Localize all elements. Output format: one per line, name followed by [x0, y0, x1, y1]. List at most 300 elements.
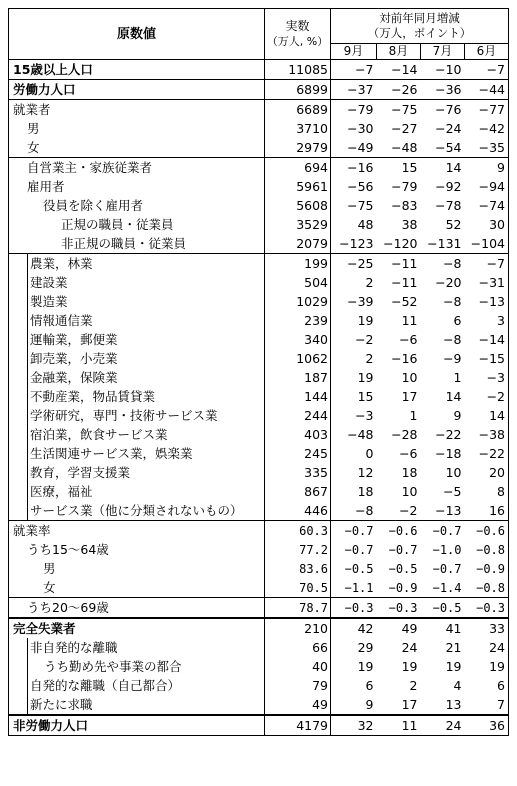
row-change-month-3: 24 [421, 715, 465, 736]
row-change-month-2: −0.9 [388, 580, 418, 595]
row-change-month-2: −6 [399, 445, 418, 461]
row-label-cell [9, 60, 265, 80]
row-change-month-4: −35 [465, 138, 509, 158]
row-label-cell [9, 177, 265, 196]
row-change-month-2: −52 [391, 293, 418, 309]
row-change-month-3: 13 [445, 696, 462, 712]
row-change-month-3: −0.7 [432, 561, 462, 576]
row-change-month-2: 49 [377, 618, 421, 638]
row-change-month-3: −20 [435, 274, 462, 290]
row-change-month-1: 9 [365, 696, 374, 712]
row-actual-value: 83.6 [265, 559, 331, 578]
row-change-month-4: 6 [465, 676, 509, 695]
table-row [9, 695, 509, 715]
row-change-month-1: 42 [331, 618, 377, 638]
row-actual-value: 4179 [265, 715, 331, 736]
header-month-1: 9月 [331, 44, 377, 60]
row-label: 完全失業者 [13, 620, 76, 636]
row-change-month-3: −24 [435, 120, 462, 136]
row-change-month-1: 32 [331, 715, 377, 736]
row-change-month-3: −131 [427, 235, 462, 251]
row-label: 男 [27, 120, 40, 136]
row-change-month-1: 2 [365, 274, 374, 290]
row-change-month-4: −0.3 [465, 598, 509, 619]
row-label: 情報通信業 [30, 312, 93, 328]
row-change-month-3: −0.7 [421, 521, 465, 541]
row-change-month-3: −1.4 [432, 580, 462, 595]
row-change-month-1: −2 [355, 331, 374, 347]
row-label-cell [9, 482, 265, 501]
table-row [9, 138, 509, 158]
table-row [9, 559, 509, 578]
row-change-month-2: −11 [391, 274, 418, 290]
row-change-month-1: −8 [355, 502, 374, 518]
row-change-month-1: 19 [357, 312, 374, 328]
row-actual-value: 504 [265, 273, 331, 292]
table-row [9, 368, 509, 387]
row-change-month-1: −48 [347, 426, 374, 442]
row-label-cell [9, 444, 265, 463]
row-change-month-1: −7 [331, 60, 377, 80]
row-change-month-4: −7 [465, 60, 509, 80]
row-label: うち勤め先や事業の都合 [44, 658, 182, 674]
table-row [9, 177, 509, 196]
table-row [9, 676, 509, 695]
row-change-month-4: −104 [465, 234, 509, 254]
table-row [9, 425, 509, 444]
group-bracket [9, 638, 28, 657]
row-change-month-2: −0.7 [388, 542, 418, 557]
table-row [9, 578, 509, 598]
row-change-month-3: 41 [421, 618, 465, 638]
table-row [9, 501, 509, 521]
row-change-month-1: −39 [347, 293, 374, 309]
row-label: 女 [43, 579, 56, 595]
row-actual-value: 239 [265, 311, 331, 330]
group-bracket [9, 368, 28, 387]
row-label: 自営業主・家族従業者 [27, 159, 153, 175]
row-actual-value: 867 [265, 482, 331, 501]
row-change-month-4: −44 [465, 80, 509, 100]
row-label: 製造業 [30, 293, 68, 309]
row-label-cell [9, 618, 265, 638]
header-change-cell [331, 9, 509, 44]
row-label-cell [9, 138, 265, 158]
row-change-month-3: −92 [435, 178, 462, 194]
group-bracket [9, 406, 28, 425]
row-label: 卸売業，小売業 [30, 350, 118, 366]
row-change-month-4: 30 [465, 215, 509, 234]
row-change-month-4: 20 [465, 463, 509, 482]
table-row [9, 196, 509, 215]
row-label-cell [9, 540, 265, 559]
row-change-month-3: 1 [453, 369, 462, 385]
row-change-month-2: −28 [391, 426, 418, 442]
row-label-cell [9, 254, 265, 274]
row-change-month-2: −6 [399, 331, 418, 347]
table-row [9, 311, 509, 330]
row-change-month-4: −2 [465, 387, 509, 406]
group-bracket [9, 387, 28, 406]
row-change-month-2: 15 [377, 158, 421, 178]
row-label: 医療，福祉 [30, 483, 93, 499]
row-change-month-1: −37 [331, 80, 377, 100]
row-actual-value: 245 [265, 444, 331, 463]
row-actual-value: 79 [265, 676, 331, 695]
row-label-cell [9, 425, 265, 444]
table-row [9, 292, 509, 311]
row-change-month-1: −0.3 [331, 598, 377, 619]
row-change-month-1: 48 [357, 216, 374, 232]
row-change-month-3: −0.5 [421, 598, 465, 619]
row-change-month-2: 11 [377, 715, 421, 736]
row-change-month-2: −2 [399, 502, 418, 518]
row-label-cell [9, 330, 265, 349]
row-label: 女 [27, 139, 40, 155]
row-change-month-1: 2 [365, 350, 374, 366]
row-change-month-2: 17 [401, 696, 418, 712]
row-label: 宿泊業，飲食サービス業 [30, 426, 168, 442]
row-label: 男 [43, 560, 56, 576]
row-actual-value: 187 [265, 368, 331, 387]
group-bracket [9, 482, 28, 501]
row-change-month-4: −14 [465, 330, 509, 349]
table-row [9, 254, 509, 274]
row-change-month-4: −3 [465, 368, 509, 387]
row-label: 不動産業，物品賃貸業 [30, 388, 156, 404]
row-label: 建設業 [30, 274, 68, 290]
row-change-month-2: −0.5 [388, 561, 418, 576]
row-label-cell [9, 695, 265, 715]
labor-force-table-container [8, 8, 508, 778]
row-actual-value: 2079 [265, 234, 331, 254]
table-row [9, 618, 509, 638]
row-change-month-2: 11 [401, 312, 418, 328]
row-change-month-2: 2 [409, 677, 418, 693]
group-bracket [9, 657, 28, 676]
row-change-month-4: −74 [465, 196, 509, 215]
row-label: 運輸業，郵便業 [30, 331, 118, 347]
row-change-month-3: 4 [453, 677, 462, 693]
row-change-month-2: −83 [391, 197, 418, 213]
table-row [9, 60, 509, 80]
row-change-month-3: −22 [435, 426, 462, 442]
row-label-cell [9, 100, 265, 120]
row-label-cell [9, 196, 265, 215]
row-actual-value: 70.5 [265, 578, 331, 598]
table-row [9, 215, 509, 234]
row-actual-value: 694 [265, 158, 331, 178]
row-label-cell [9, 657, 265, 676]
row-change-month-4: 36 [465, 715, 509, 736]
row-change-month-2: 19 [401, 658, 418, 674]
row-label-cell [9, 638, 265, 657]
table-row [9, 119, 509, 138]
row-label: 金融業，保険業 [30, 369, 118, 385]
row-change-month-1: 0 [365, 445, 374, 461]
row-label: 非正規の職員・従業員 [61, 235, 187, 251]
labor-force-table [8, 8, 509, 736]
row-change-month-4: −7 [465, 254, 509, 274]
row-change-month-3: −5 [443, 483, 462, 499]
row-change-month-1: 29 [357, 639, 374, 655]
row-label-cell [9, 463, 265, 482]
row-change-month-3: −10 [421, 60, 465, 80]
row-change-month-4: 33 [465, 618, 509, 638]
table-row [9, 463, 509, 482]
row-change-month-4: −42 [465, 119, 509, 138]
row-label-cell [9, 368, 265, 387]
row-label: 労働力人口 [13, 81, 76, 97]
row-change-month-3: 52 [445, 216, 462, 232]
row-actual-value: 403 [265, 425, 331, 444]
row-change-month-1: −0.7 [331, 521, 377, 541]
group-bracket [9, 273, 28, 292]
row-label: 生活関連サービス業，娯楽業 [30, 445, 193, 461]
table-row [9, 540, 509, 559]
row-change-month-4: 19 [465, 657, 509, 676]
row-change-month-4: −22 [465, 444, 509, 463]
row-change-month-4: −31 [465, 273, 509, 292]
group-bracket [9, 425, 28, 444]
row-label: 教育，学習支援業 [30, 464, 131, 480]
row-label-cell [9, 80, 265, 100]
row-label: 自発的な離職（自己都合） [30, 677, 181, 693]
row-actual-value: 244 [265, 406, 331, 425]
row-change-month-3: −9 [443, 350, 462, 366]
group-bracket [9, 676, 28, 695]
row-change-month-3: 14 [421, 158, 465, 178]
row-change-month-3: −1.0 [432, 542, 462, 557]
row-actual-value: 60.3 [265, 521, 331, 541]
row-label-cell [9, 598, 265, 619]
table-row [9, 234, 509, 254]
row-change-month-1: −0.5 [344, 561, 374, 576]
row-label-cell [9, 715, 265, 736]
row-change-month-1: −56 [347, 178, 374, 194]
header-actual-cell [265, 9, 331, 60]
row-change-month-2: 17 [401, 388, 418, 404]
row-actual-value: 6899 [265, 80, 331, 100]
row-change-month-3: −18 [435, 445, 462, 461]
row-actual-value: 335 [265, 463, 331, 482]
group-bracket [9, 501, 28, 520]
row-change-month-3: −54 [435, 139, 462, 155]
row-label-cell [9, 273, 265, 292]
row-actual-value: 3529 [265, 215, 331, 234]
row-change-month-2: −14 [377, 60, 421, 80]
row-change-month-3: 6 [453, 312, 462, 328]
row-change-month-2: 24 [401, 639, 418, 655]
header-actual-unit: （万人, %） [266, 35, 329, 48]
row-label-cell [9, 234, 265, 254]
row-actual-value: 2979 [265, 138, 331, 158]
row-change-month-3: −76 [421, 100, 465, 120]
header-change-unit: （万人，ポイント） [367, 26, 472, 40]
row-change-month-1: −30 [347, 120, 374, 136]
row-label-cell [9, 349, 265, 368]
row-change-month-4: 9 [465, 158, 509, 178]
row-actual-value: 6689 [265, 100, 331, 120]
row-label: 非労働力人口 [13, 717, 89, 733]
row-label: うち20～69歳 [27, 599, 109, 615]
table-row [9, 657, 509, 676]
row-change-month-1: −0.7 [344, 542, 374, 557]
row-actual-value: 77.2 [265, 540, 331, 559]
row-label: 農業，林業 [30, 255, 93, 271]
row-label: 学術研究，専門・技術サービス業 [30, 407, 218, 423]
table-row [9, 521, 509, 541]
header-month-4: 6月 [465, 44, 509, 60]
row-change-month-2: 18 [401, 464, 418, 480]
row-change-month-4: 24 [465, 638, 509, 657]
row-label-cell [9, 311, 265, 330]
header-actual-title: 実数 [285, 19, 310, 33]
row-change-month-2: 1 [409, 407, 418, 423]
row-label: 就業者 [13, 101, 51, 117]
table-row [9, 80, 509, 100]
row-change-month-2: −48 [391, 139, 418, 155]
row-change-month-1: −75 [347, 197, 374, 213]
row-label-cell [9, 158, 265, 178]
row-actual-value: 1029 [265, 292, 331, 311]
row-actual-value: 199 [265, 254, 331, 274]
row-change-month-4: −94 [465, 177, 509, 196]
row-label-cell [9, 292, 265, 311]
row-label-cell [9, 119, 265, 138]
group-bracket [9, 330, 28, 349]
row-change-month-3: −8 [421, 254, 465, 274]
row-actual-value: 40 [265, 657, 331, 676]
row-actual-value: 78.7 [265, 598, 331, 619]
row-label: 15歳以上人口 [13, 61, 93, 77]
group-bracket [9, 311, 28, 330]
table-row [9, 387, 509, 406]
table-body [9, 60, 509, 736]
group-bracket [9, 463, 28, 482]
row-change-month-2: −11 [377, 254, 421, 274]
table-row [9, 406, 509, 425]
table-row [9, 598, 509, 619]
row-change-month-2: −75 [377, 100, 421, 120]
group-bracket [9, 349, 28, 368]
row-change-month-1: 19 [357, 369, 374, 385]
header-label-cell: 原数値 [9, 9, 265, 60]
row-change-month-3: 9 [453, 407, 462, 423]
row-change-month-3: −8 [443, 331, 462, 347]
row-change-month-4: −77 [465, 100, 509, 120]
row-change-month-4: 14 [465, 406, 509, 425]
row-change-month-2: 38 [401, 216, 418, 232]
header-month-3: 7月 [421, 44, 465, 60]
row-change-month-1: −79 [331, 100, 377, 120]
table-row [9, 715, 509, 736]
row-change-month-1: −16 [331, 158, 377, 178]
row-change-month-2: −120 [383, 235, 418, 251]
row-label: 正規の職員・従業員 [61, 216, 174, 232]
table-row [9, 444, 509, 463]
row-change-month-4: 7 [465, 695, 509, 715]
row-change-month-4: −15 [465, 349, 509, 368]
row-actual-value: 1062 [265, 349, 331, 368]
row-actual-value: 210 [265, 618, 331, 638]
row-change-month-4: −0.6 [465, 521, 509, 541]
row-change-month-1: −1.1 [344, 580, 374, 595]
row-label-cell [9, 676, 265, 695]
row-label-cell [9, 215, 265, 234]
row-actual-value: 5961 [265, 177, 331, 196]
row-label: うち15～64歳 [27, 541, 109, 557]
row-label: 新たに求職 [30, 696, 93, 712]
row-change-month-2: −27 [391, 120, 418, 136]
row-change-month-1: 18 [357, 483, 374, 499]
row-actual-value: 66 [265, 638, 331, 657]
row-change-month-4: −0.8 [465, 578, 509, 598]
row-change-month-1: 15 [357, 388, 374, 404]
table-row [9, 482, 509, 501]
row-change-month-2: −0.6 [377, 521, 421, 541]
row-change-month-1: 12 [357, 464, 374, 480]
row-change-month-1: −25 [331, 254, 377, 274]
row-label-cell [9, 387, 265, 406]
row-actual-value: 49 [265, 695, 331, 715]
row-change-month-3: 14 [445, 388, 462, 404]
row-label-cell [9, 521, 265, 541]
row-change-month-2: −0.3 [377, 598, 421, 619]
table-row [9, 638, 509, 657]
row-change-month-4: 3 [465, 311, 509, 330]
table-row [9, 330, 509, 349]
row-label: サービス業（他に分類されないもの） [30, 502, 243, 518]
row-change-month-2: −79 [391, 178, 418, 194]
row-change-month-3: −8 [443, 293, 462, 309]
header-change-title: 対前年同月増減 [379, 11, 460, 25]
row-label-cell [9, 406, 265, 425]
row-change-month-3: 19 [445, 658, 462, 674]
row-change-month-4: 8 [465, 482, 509, 501]
row-label: 就業率 [13, 522, 51, 538]
table-row [9, 158, 509, 178]
row-change-month-4: 16 [465, 501, 509, 521]
row-change-month-1: −123 [339, 235, 374, 251]
row-change-month-3: −36 [421, 80, 465, 100]
row-label: 雇用者 [27, 178, 65, 194]
row-actual-value: 144 [265, 387, 331, 406]
row-label: 役員を除く雇用者 [43, 197, 144, 213]
row-actual-value: 3710 [265, 119, 331, 138]
row-actual-value: 11085 [265, 60, 331, 80]
header-month-2: 8月 [377, 44, 421, 60]
row-label-cell [9, 559, 265, 578]
row-change-month-3: 10 [445, 464, 462, 480]
row-label-cell [9, 501, 265, 521]
row-label-cell [9, 578, 265, 598]
row-change-month-4: −38 [465, 425, 509, 444]
group-bracket [9, 292, 28, 311]
row-change-month-4: −0.9 [465, 559, 509, 578]
row-change-month-3: −78 [435, 197, 462, 213]
row-change-month-3: −13 [435, 502, 462, 518]
row-change-month-1: −49 [347, 139, 374, 155]
row-change-month-2: −16 [391, 350, 418, 366]
row-actual-value: 340 [265, 330, 331, 349]
table-row [9, 100, 509, 120]
table-row [9, 273, 509, 292]
row-change-month-1: 19 [357, 658, 374, 674]
row-change-month-2: 10 [401, 369, 418, 385]
row-change-month-2: −26 [377, 80, 421, 100]
row-actual-value: 446 [265, 501, 331, 521]
